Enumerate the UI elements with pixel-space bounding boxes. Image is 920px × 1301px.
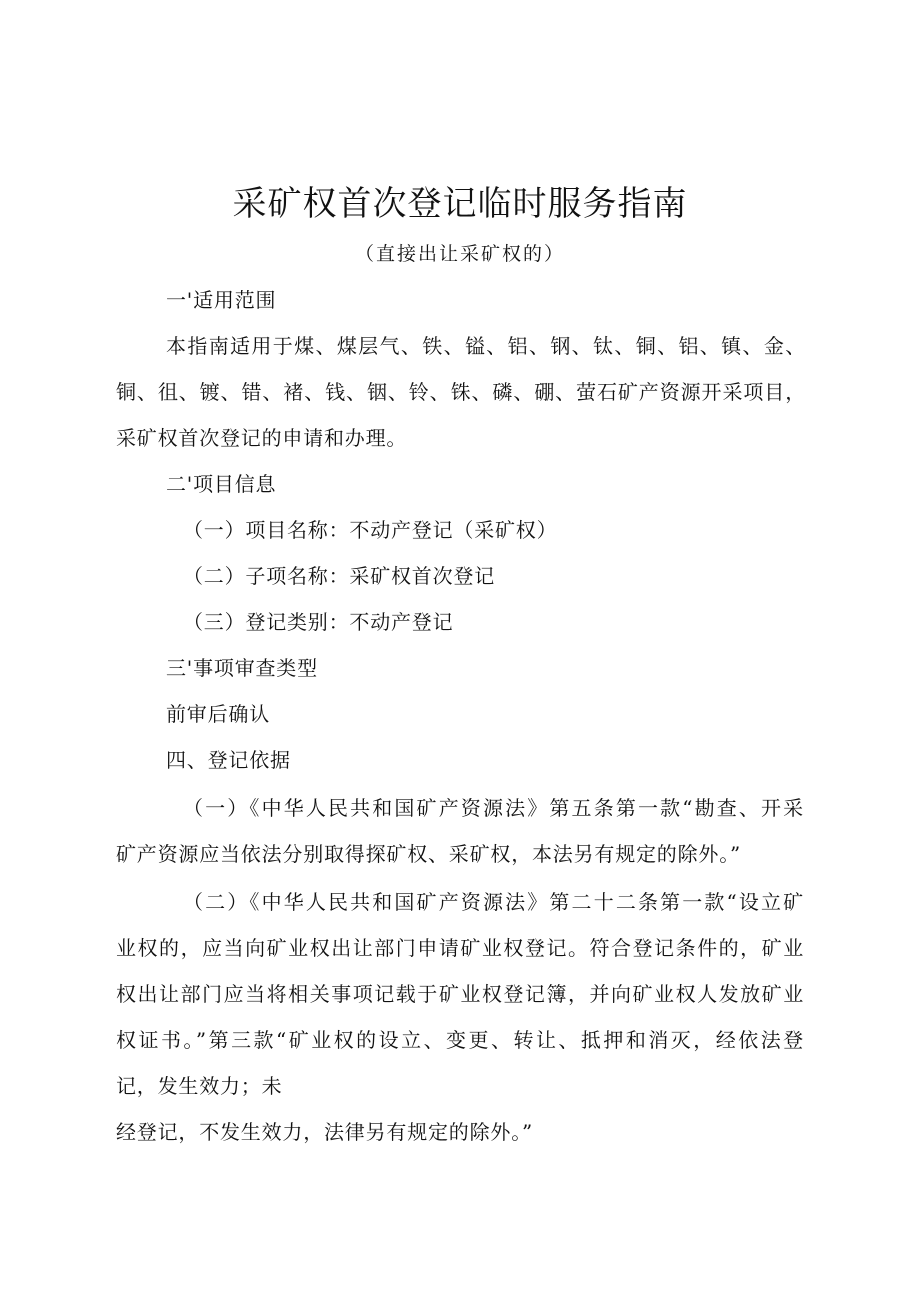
- paragraph-line: 采矿权首次登记的申请和办理。: [116, 426, 408, 450]
- legal-basis-paragraph-line: （一）《中华人民共和国矿产资源法》第五条第一款“勘查、开采: [183, 796, 804, 820]
- legal-basis-paragraph-line: 经登记，不发生效力，法律另有规定的除外。”: [116, 1120, 534, 1144]
- section-heading-review-type: 三'事项审查类型: [166, 656, 318, 680]
- legal-basis-paragraph-line: （二）《中华人民共和国矿产资源法》第二十二条第一款“设立矿: [183, 890, 804, 914]
- legal-basis-paragraph-line: 权证书。”第三款“矿业权的设立、变更、转让、抵押和消灭，经依法登: [116, 1028, 804, 1052]
- document-subtitle: （直接出让采矿权的）: [354, 243, 565, 265]
- registration-category-item: （三）登记类别：不动产登记: [183, 610, 454, 634]
- legal-basis-paragraph-line: 记，发生效力；未: [116, 1074, 283, 1098]
- section-heading-project-info: 二'项目信息: [166, 472, 277, 496]
- paragraph-line: 本指南适用于煤、煤层气、铁、镒、铝、钢、钛、铜、铝、镇、金、: [166, 334, 806, 358]
- section-heading-scope: 一'适用范围: [166, 288, 277, 312]
- document-title: 采矿权首次登记临时服务指南: [232, 184, 688, 224]
- project-name-item: （一）项目名称：不动产登记（采矿权）: [183, 518, 558, 542]
- review-type-value: 前审后确认: [166, 702, 270, 726]
- legal-basis-paragraph-line: 矿产资源应当依法分别取得探矿权、采矿权，本法另有规定的除外。”: [116, 842, 742, 866]
- legal-basis-paragraph-line: 业权的，应当向矿业权出让部门申请矿业权登记。符合登记条件的，矿业: [116, 936, 804, 960]
- section-heading-legal-basis: 四、登记依据: [166, 748, 291, 772]
- subitem-name-item: （二）子项名称：采矿权首次登记: [183, 564, 495, 588]
- legal-basis-paragraph-line: 权出让部门应当将相关事项记载于矿业权登记簿，并向矿业权人发放矿业: [116, 982, 804, 1006]
- paragraph-line: 铜、徂、镀、错、褚、钱、铟、铃、铢、磷、硼、萤石矿产资源开采项目，: [116, 380, 806, 404]
